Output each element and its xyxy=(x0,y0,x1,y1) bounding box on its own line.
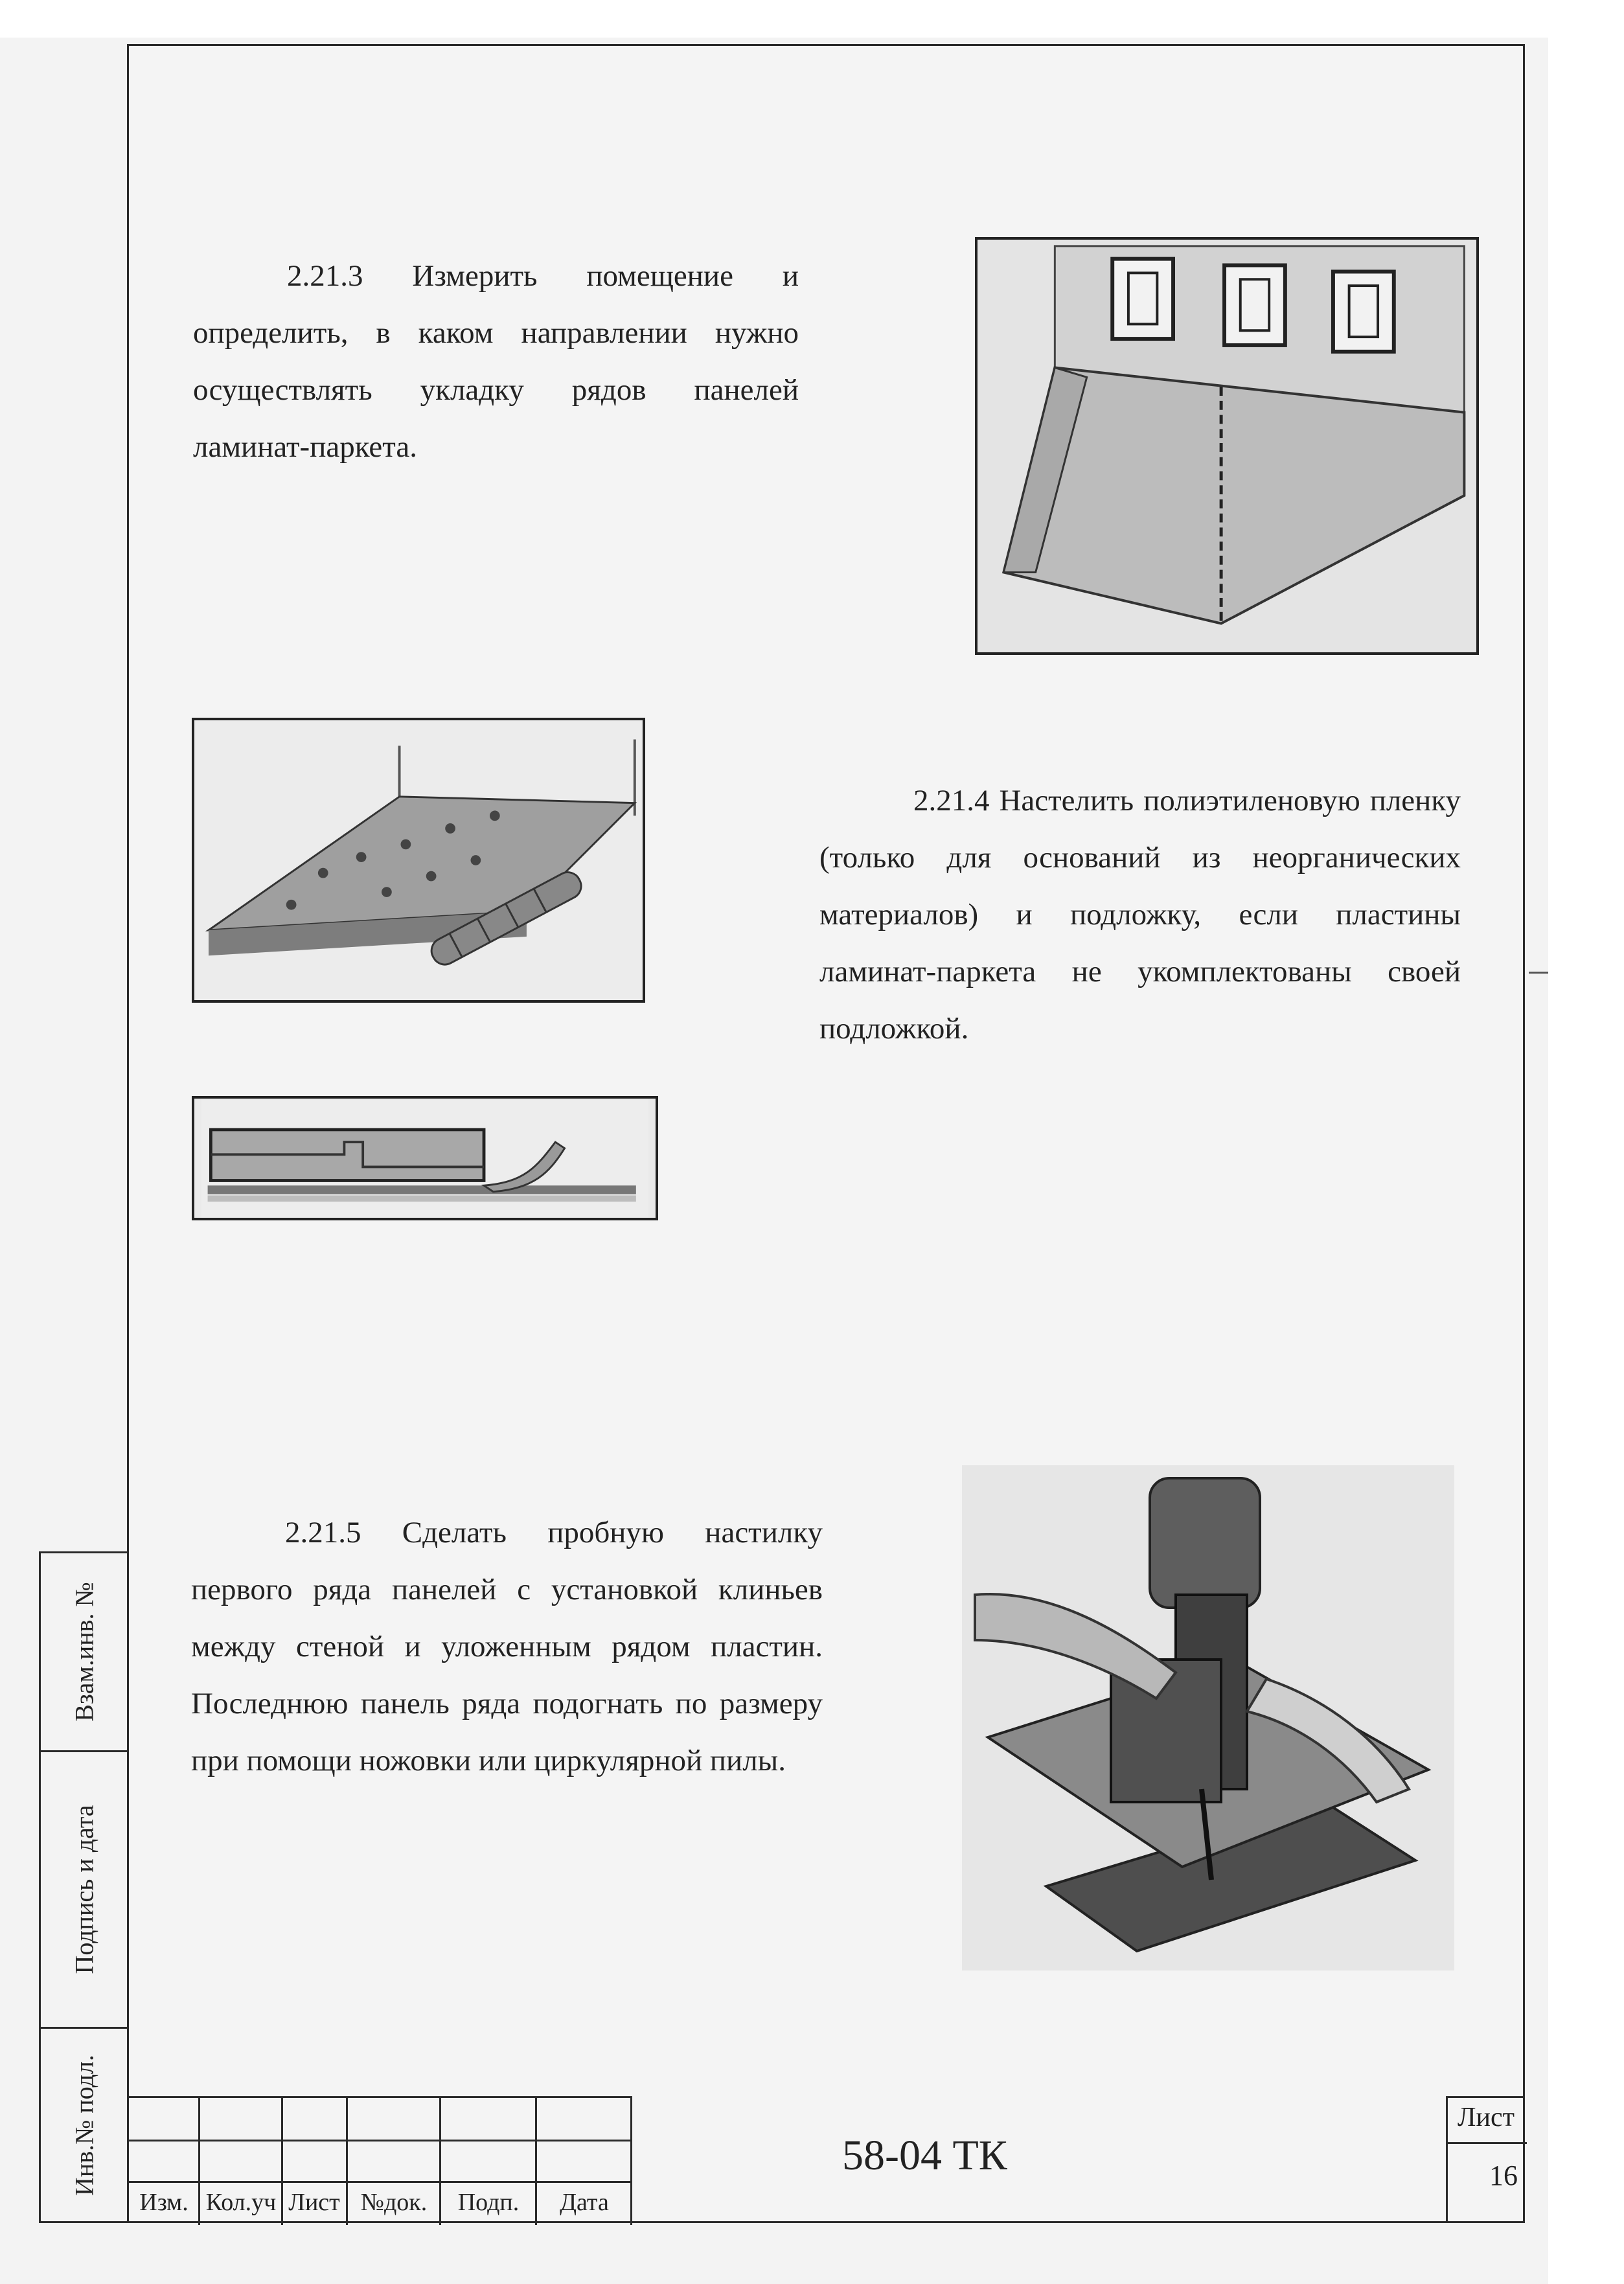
section-text: 2.21.5 Сделать пробную настилку первого ряда панелей с установкой клиньев между стеной и уложенным рядом пластин. Последнюю панель ряда подогнать по размеру при помощи ножовки или циркулярной пилы. xyxy=(191,1516,823,1777)
title-block-col-signature: Подп. xyxy=(457,2189,520,2216)
section-2-21-3 xyxy=(193,247,799,475)
room-measurement-figure xyxy=(975,237,1479,655)
section-text: 2.21.3 Измерить помещение и определить, в каком направлении нужно осуществлять укладку рядов панелей ламинат-паркета. xyxy=(193,259,799,464)
section-2-21-4 xyxy=(819,772,1461,1057)
title-block-col-change: Изм. xyxy=(139,2189,189,2216)
sheet-label: Лист xyxy=(1458,2103,1515,2132)
underlay-section-figure xyxy=(192,1096,658,1220)
title-block-col-sheet: Лист xyxy=(288,2189,340,2216)
saw-cutting-illustration xyxy=(962,1465,1454,1970)
title-block-col-docnum: №док. xyxy=(360,2189,428,2216)
stamp-column-original-inv xyxy=(39,2027,127,2223)
stamp-column-signature-date xyxy=(39,1750,127,2029)
scan-margin-top xyxy=(0,0,1548,38)
stamp-label: Инв.№ подл. xyxy=(69,2054,98,2196)
underlay-illustration xyxy=(194,720,643,1000)
underlay-film-figure xyxy=(192,718,645,1003)
section-text: 2.21.4 Настелить полиэтиленовую пленку (только для оснований из неорганических материалов) и подложку, если пластины ламинат-паркета не укомплектованы своей подложкой. xyxy=(819,784,1461,1045)
stamp-column-replaced-inv xyxy=(39,1551,127,1752)
stamp-label: Подпись и дата xyxy=(69,1805,98,1974)
sheet-number: 16 xyxy=(1489,2160,1518,2191)
section-2-21-5 xyxy=(191,1504,823,1789)
section-profile-illustration xyxy=(194,1099,656,1218)
document-code: 58-04 ТК xyxy=(842,2132,1007,2179)
scan-margin-right xyxy=(1548,0,1624,2284)
title-block-col-date: Дата xyxy=(560,2189,609,2216)
sheet-number-box xyxy=(1446,2096,1525,2223)
stamp-label: Взам.инв. № xyxy=(69,1582,98,1722)
room-illustration xyxy=(978,240,1476,652)
edge-mark xyxy=(1529,972,1548,974)
title-block-col-count: Кол.уч xyxy=(205,2189,277,2216)
panel-cutting-figure xyxy=(962,1465,1454,1970)
